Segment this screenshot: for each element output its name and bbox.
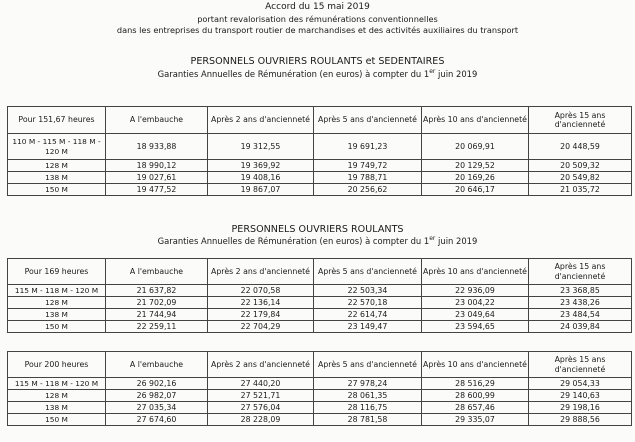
column-header: Pour 169 heures bbox=[8, 259, 106, 285]
cell: 21 702,09 bbox=[106, 297, 208, 309]
table-row bbox=[8, 184, 632, 196]
cell: 28 116,75 bbox=[314, 402, 422, 414]
cell: 29 888,56 bbox=[529, 414, 632, 426]
section1-subtitle: Garanties Annuelles de Rémunération (en euros) à compter du 1er juin 2019 bbox=[157, 68, 478, 79]
cell: 29 054,33 bbox=[529, 378, 632, 390]
column-header: Après 2 ans d'ancienneté bbox=[208, 259, 314, 285]
cell: 21 744,94 bbox=[106, 309, 208, 321]
column-header: Après 15 ans d'ancienneté bbox=[529, 352, 632, 378]
cell: 20 069,91 bbox=[422, 134, 529, 160]
cell: 28 657,46 bbox=[422, 402, 529, 414]
section2-title: PERSONNELS OUVRIERS ROULANTS bbox=[231, 224, 404, 235]
table-row bbox=[8, 297, 632, 309]
row-label: 150 M bbox=[8, 414, 106, 426]
cell: 28 061,35 bbox=[314, 390, 422, 402]
cell: 19 408,16 bbox=[208, 172, 314, 184]
table-200-hours bbox=[7, 351, 632, 426]
cell: 23 594,65 bbox=[422, 321, 529, 333]
row-label: 138 M bbox=[8, 402, 106, 414]
column-header: Pour 200 heures bbox=[8, 352, 106, 378]
column-header: Après 10 ans d'ancienneté bbox=[422, 259, 529, 285]
cell: 22 570,18 bbox=[314, 297, 422, 309]
cell: 22 070,58 bbox=[208, 285, 314, 297]
column-header: Après 10 ans d'ancienneté bbox=[422, 352, 529, 378]
cell: 19 312,55 bbox=[208, 134, 314, 160]
cell: 20 129,52 bbox=[422, 160, 529, 172]
cell: 20 256,62 bbox=[314, 184, 422, 196]
column-header: Après 2 ans d'ancienneté bbox=[208, 107, 314, 134]
agreement-scope-line: dans les entreprises du transport routier de marchandises et des activités auxiliaires du transport bbox=[116, 25, 519, 35]
column-header: A l'embauche bbox=[106, 107, 208, 134]
table-row bbox=[8, 172, 632, 184]
cell: 28 781,58 bbox=[314, 414, 422, 426]
table-row bbox=[8, 378, 632, 390]
row-label: 110 M - 115 M - 118 M - 120 M bbox=[8, 134, 106, 160]
table-header-row bbox=[8, 352, 632, 378]
table-row bbox=[8, 390, 632, 402]
cell: 21 035,72 bbox=[529, 184, 632, 196]
cell: 29 140,63 bbox=[529, 390, 632, 402]
row-label: 115 M - 118 M - 120 M bbox=[8, 285, 106, 297]
cell: 27 978,24 bbox=[314, 378, 422, 390]
table-row bbox=[8, 309, 632, 321]
table-row bbox=[8, 160, 632, 172]
table-row bbox=[8, 285, 632, 297]
cell: 19 691,23 bbox=[314, 134, 422, 160]
cell: 29 198,16 bbox=[529, 402, 632, 414]
cell: 23 368,85 bbox=[529, 285, 632, 297]
cell: 27 521,71 bbox=[208, 390, 314, 402]
cell: 23 484,54 bbox=[529, 309, 632, 321]
cell: 18 990,12 bbox=[106, 160, 208, 172]
column-header: Pour 151,67 heures bbox=[8, 107, 106, 134]
cell: 27 674,60 bbox=[106, 414, 208, 426]
column-header: Après 15 ans d'ancienneté bbox=[529, 259, 632, 285]
column-header: Après 5 ans d'ancienneté bbox=[314, 107, 422, 134]
row-label: 115 M - 118 M - 120 M bbox=[8, 378, 106, 390]
cell: 20 646,17 bbox=[422, 184, 529, 196]
column-header: Après 2 ans d'ancienneté bbox=[208, 352, 314, 378]
cell: 24 039,84 bbox=[529, 321, 632, 333]
cell: 22 136,14 bbox=[208, 297, 314, 309]
table-row bbox=[8, 321, 632, 333]
table-row bbox=[8, 134, 632, 160]
table-header-row bbox=[8, 107, 632, 134]
cell: 19 749,72 bbox=[314, 160, 422, 172]
cell: 19 867,07 bbox=[208, 184, 314, 196]
cell: 29 335,07 bbox=[422, 414, 529, 426]
cell: 20 448,59 bbox=[529, 134, 632, 160]
column-header: Après 15 ans d'ancienneté bbox=[529, 107, 632, 134]
row-label: 138 M bbox=[8, 172, 106, 184]
agreement-date-line: Accord du 15 mai 2019 bbox=[265, 2, 370, 12]
cell: 22 936,09 bbox=[422, 285, 529, 297]
cell: 23 438,26 bbox=[529, 297, 632, 309]
table-header-row bbox=[8, 259, 632, 285]
cell: 20 169,26 bbox=[422, 172, 529, 184]
column-header: A l'embauche bbox=[106, 352, 208, 378]
row-label: 128 M bbox=[8, 390, 106, 402]
row-label: 150 M bbox=[8, 321, 106, 333]
cell: 20 509,32 bbox=[529, 160, 632, 172]
cell: 19 477,52 bbox=[106, 184, 208, 196]
cell: 28 600,99 bbox=[422, 390, 529, 402]
cell: 18 933,88 bbox=[106, 134, 208, 160]
cell: 23 004,22 bbox=[422, 297, 529, 309]
table-row bbox=[8, 402, 632, 414]
table-row bbox=[8, 414, 632, 426]
section1-title: PERSONNELS OUVRIERS ROULANTS et SEDENTAIRES bbox=[190, 56, 445, 67]
row-label: 128 M bbox=[8, 160, 106, 172]
cell: 28 516,29 bbox=[422, 378, 529, 390]
row-label: 150 M bbox=[8, 184, 106, 196]
row-label: 138 M bbox=[8, 309, 106, 321]
cell: 27 440,20 bbox=[208, 378, 314, 390]
section2-subtitle: Garanties Annuelles de Rémunération (en euros) à compter du 1er juin 2019 bbox=[157, 235, 478, 246]
cell: 19 027,61 bbox=[106, 172, 208, 184]
cell: 19 788,71 bbox=[314, 172, 422, 184]
column-header: A l'embauche bbox=[106, 259, 208, 285]
row-label: 128 M bbox=[8, 297, 106, 309]
table-169-hours bbox=[7, 258, 632, 333]
agreement-purpose-line: portant revalorisation des rémunérations conventionnelles bbox=[197, 14, 438, 24]
cell: 26 982,07 bbox=[106, 390, 208, 402]
cell: 19 369,92 bbox=[208, 160, 314, 172]
cell: 21 637,82 bbox=[106, 285, 208, 297]
cell: 22 503,34 bbox=[314, 285, 422, 297]
cell: 28 228,09 bbox=[208, 414, 314, 426]
column-header: Après 5 ans d'ancienneté bbox=[314, 352, 422, 378]
cell: 27 576,04 bbox=[208, 402, 314, 414]
cell: 22 704,29 bbox=[208, 321, 314, 333]
cell: 22 259,11 bbox=[106, 321, 208, 333]
column-header: Après 5 ans d'ancienneté bbox=[314, 259, 422, 285]
table-151-hours bbox=[7, 106, 632, 196]
cell: 20 549,82 bbox=[529, 172, 632, 184]
cell: 23 149,47 bbox=[314, 321, 422, 333]
cell: 27 035,34 bbox=[106, 402, 208, 414]
cell: 22 179,84 bbox=[208, 309, 314, 321]
column-header: Après 10 ans d'ancienneté bbox=[422, 107, 529, 134]
cell: 22 614,74 bbox=[314, 309, 422, 321]
cell: 26 902,16 bbox=[106, 378, 208, 390]
cell: 23 049,64 bbox=[422, 309, 529, 321]
